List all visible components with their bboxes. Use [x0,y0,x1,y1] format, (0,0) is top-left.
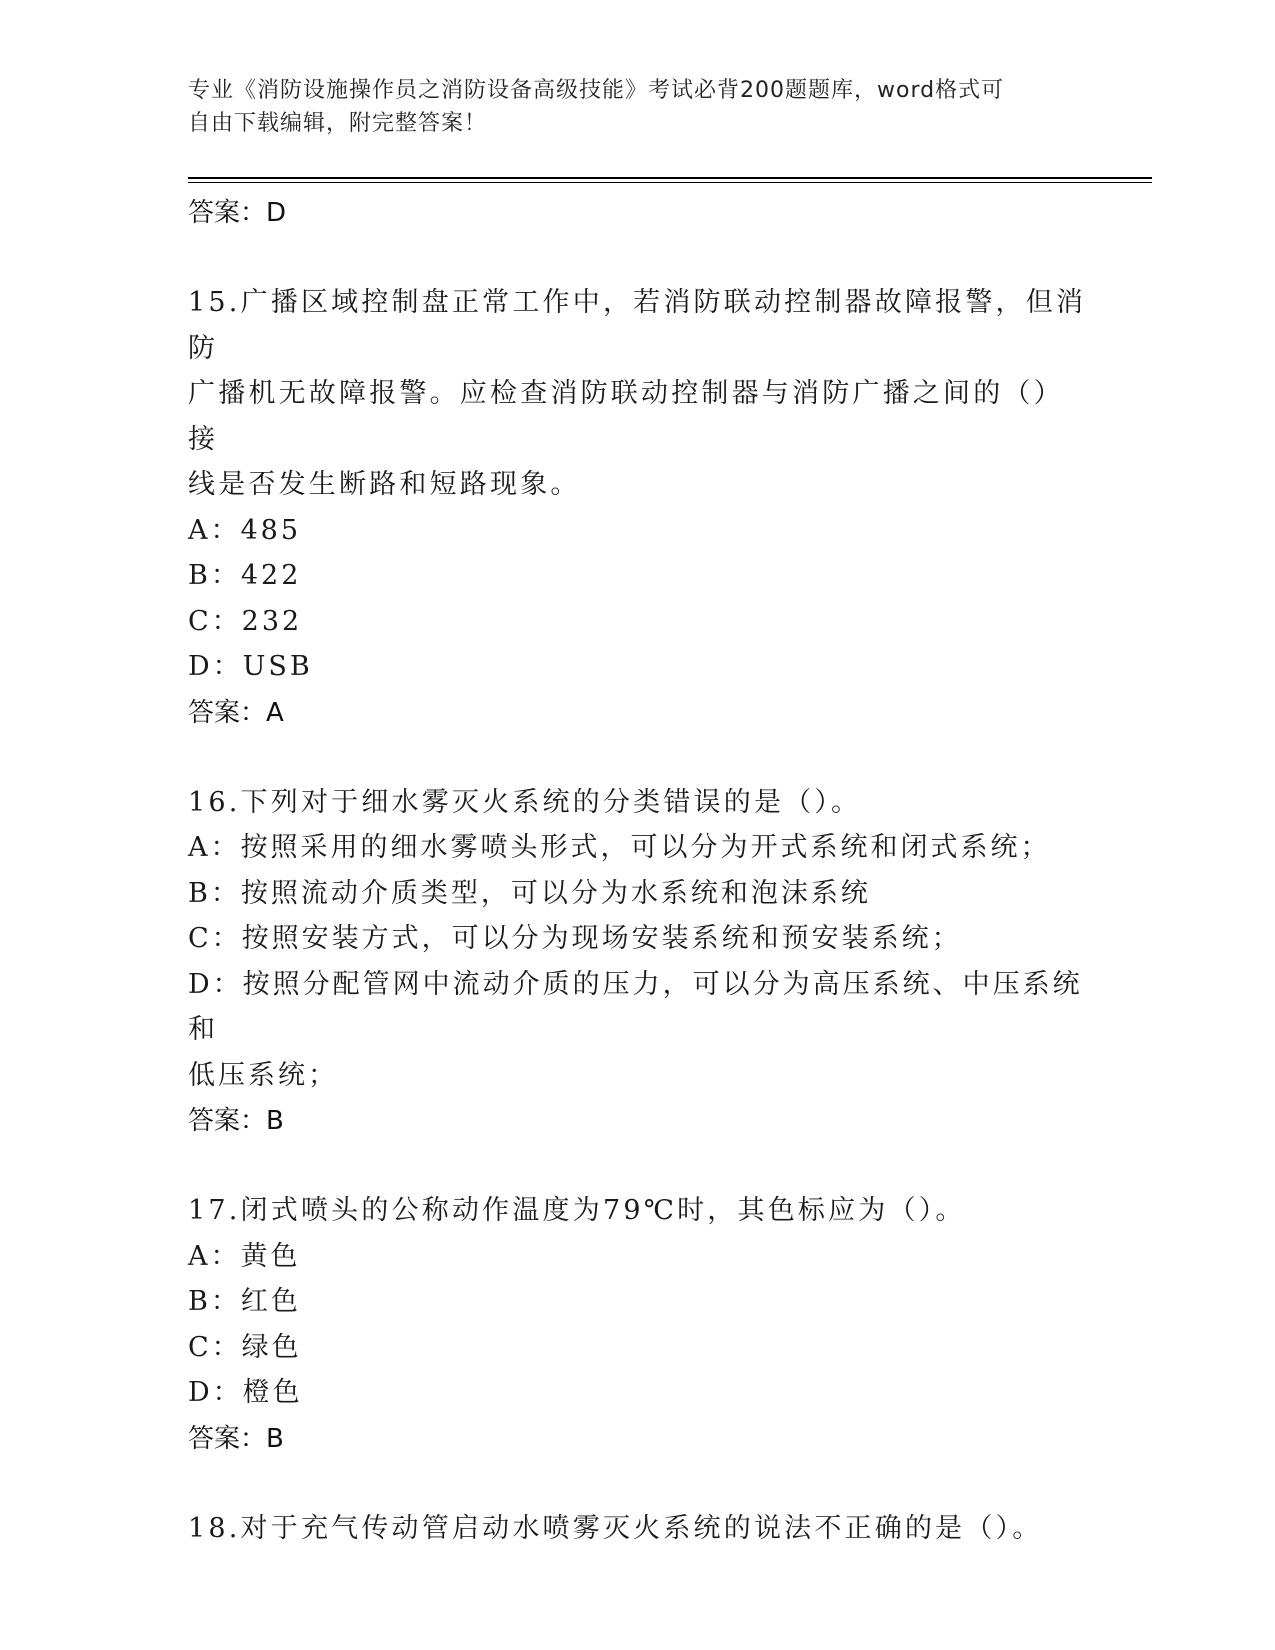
answer-16: 答案：B [188,1106,284,1136]
question-stem-line: 17.闭式喷头的公称动作温度为79℃时，其色标应为（）。 [188,1195,966,1226]
question-16 [188,780,1088,1145]
option-a: A：按照采用的细水雾喷头形式，可以分为开式系统和闭式系统； [188,832,1051,863]
header-divider-thin [188,182,1152,183]
option-b: B：红色 [188,1286,301,1317]
question-stem-line: 16.下列对于细水雾灭火系统的分类错误的是（）。 [188,786,862,818]
option-d: D：橙色 [188,1377,303,1408]
question-stem-line: 15.广播区域控制盘正常工作中，若消防联动控制器故障报警，但消防 [188,287,1087,364]
header-title-line-1: 专业《消防设施操作员之消防设备高级技能》考试必背200题题库，word格式可 [188,78,1005,103]
page-header [188,74,1068,140]
header-title-line-2: 自由下载编辑，附完整答案！ [188,111,488,136]
question-17 [188,1188,1088,1462]
option-d: D：按照分配管网中流动介质的压力，可以分为高压系统、中压系统和 [188,968,1083,1045]
option-b: B：按照流动介质类型，可以分为水系统和泡沫系统 [188,877,871,909]
question-18 [188,1506,1088,1552]
question-15 [188,280,1088,736]
question-stem-line: 线是否发生断路和短路现象。 [188,469,581,500]
option-c: C：绿色 [188,1331,302,1363]
question-stem-line: 广播机无故障报警。应检查消防联动控制器与消防广播之间的（）接 [188,378,1064,455]
document-body [188,188,1088,1551]
option-c: C：232 [188,605,303,637]
question-stem-line: 18.对于充气传动管启动水喷雾灭火系统的说法不正确的是（）。 [188,1512,1043,1544]
option-a: A：黄色 [188,1240,301,1272]
answer-15: 答案：A [188,697,284,728]
option-d: D：USB [188,651,313,682]
answer-17: 答案：B [188,1423,284,1454]
option-c: C：按照安装方式，可以分为现场安装系统和预安装系统； [188,923,962,954]
option-b: B：422 [188,560,302,591]
option-d-continued: 低压系统； [188,1059,338,1091]
answer-previous: 答案：D [188,198,287,228]
header-divider-thick [188,177,1152,179]
option-a: A：485 [188,514,302,546]
